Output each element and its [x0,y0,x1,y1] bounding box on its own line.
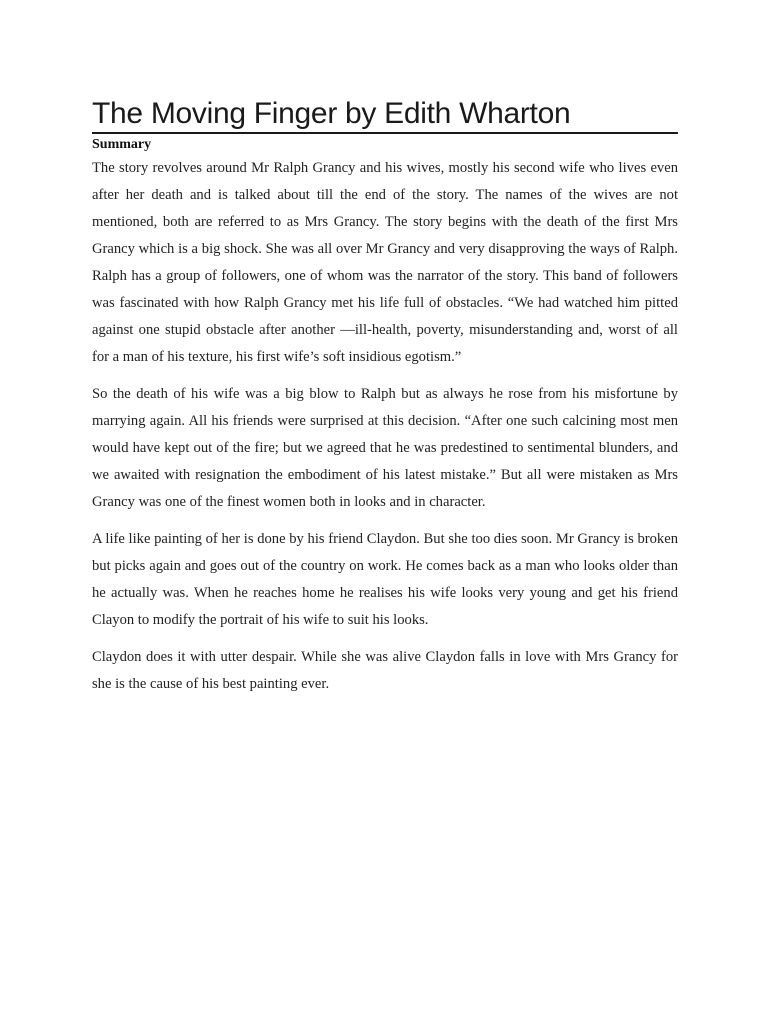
paragraph: Claydon does it with utter despair. While she was alive Claydon falls in love with Mrs Grancy for she is the cause of his best painting ever. [92,649,678,692]
paragraph: So the death of his wife was a big blow to Ralph but as always he rose from his misfortune by marrying again. All his friends were surprised at this decision. “After one such calcining most men would have kept out of the fire; but we agreed that he was predestined to sentimental blunders, and we awaited with resignation the embodiment of his latest mistake.” But all were mistaken as Mrs Grancy was one of the finest women both in looks and in character. [92,386,678,510]
paragraph: A life like painting of her is done by his friend Claydon. But she too dies soon. Mr Grancy is broken but picks again and goes out of the country on work. He comes back as a man who looks older than he actually was. When he reaches home he realises his wife looks very young and get his friend Clayon to modify the portrait of his wife to suit his looks. [92,531,678,628]
document-body [92,96,678,708]
document-title: The Moving Finger by Edith Wharton [92,96,678,134]
section-heading-summary: Summary [92,137,152,152]
paragraph: The story revolves around Mr Ralph Grancy and his wives, mostly his second wife who lives even after her death and is talked about till the end of the story. The names of the wives are not mentioned, both are referred to as Mrs Grancy. The story begins with the death of the first Mrs Grancy which is a big shock. She was all over Mr Grancy and very disapproving the ways of Ralph. Ralph has a group of followers, one of whom was the narrator of the story. This band of followers was fascinated with how Ralph Grancy met his life full of obstacles. “We had watched him pitted against one stupid obstacle after another —ill-health, poverty, misunderstanding and, worst of all for a man of his texture, his first wife’s soft insidious egotism.” [92,160,678,365]
